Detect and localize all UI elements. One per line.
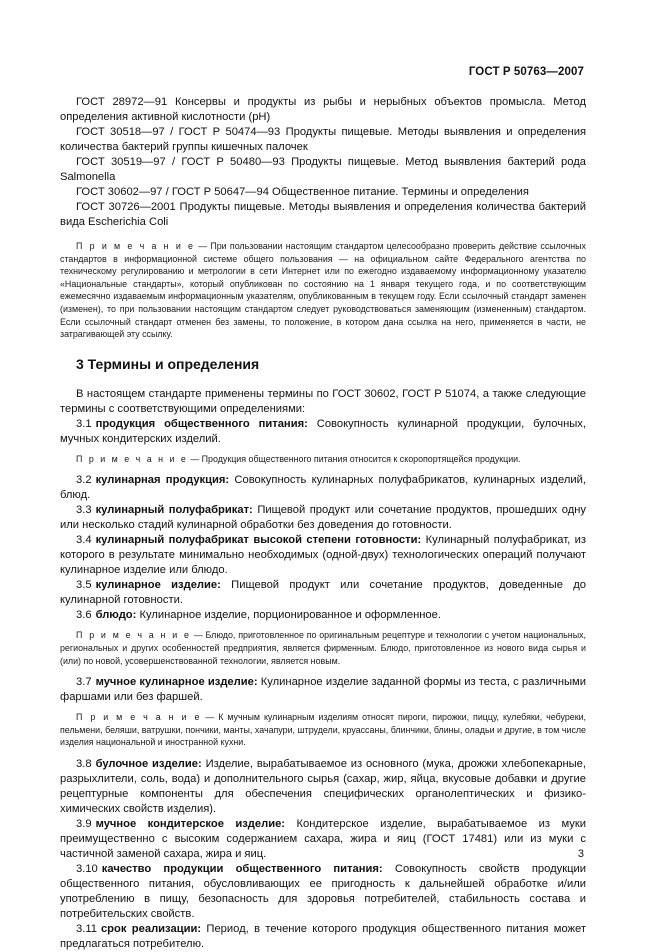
reference-gost-30602: ГОСТ 30602—97 / ГОСТ Р 50647—94 Общественное питание. Термины и определения: [76, 186, 529, 198]
term-name: мучное кулинарное изделие:: [95, 676, 258, 689]
term-definition: Период, в течение которого продукция общественного питания может предлагаться потребителю.: [60, 922, 586, 950]
term-3-2: 3.2 кулинарная продукция: Совокупность кулинарных полуфабрикатов, кулинарных изделий, блюд.: [60, 474, 586, 502]
term-definition: Изделие, вырабатываемое из основного (мука, дрожжи хлебопекарные, разрыхлители, соль, вода) и дополнительного сырья (сахар, жир, яйца, вкусовые добавки и другие рецептурные компоненты для обеспечения специфических органолептических и физико-химических свойств изделия).: [60, 757, 586, 815]
term-name: мучное кондитерское изделие:: [95, 817, 286, 830]
section-intro: В настоящем стандарте применены термины по ГОСТ 30602, ГОСТ Р 51074, а также следующие термины с соответствующими определениями:: [60, 387, 586, 415]
reference-gost-30726: ГОСТ 30726—2001 Продукты пищевые. Методы выявления и определения количества бактерий вида Escherichia Coli: [60, 201, 586, 228]
term-3-6: 3.6 блюдо: Кулинарное изделие, порционированное и оформленное.: [76, 609, 441, 622]
term-definition: Совокупность кулинарной продукции, булочных, мучных кондитерских изделий.: [60, 417, 586, 445]
term-name: кулинарная продукция:: [95, 474, 230, 487]
term-definition: Кулинарное изделие, порционированное и оформленное.: [136, 609, 441, 622]
term-definition: Кулинарный полуфабрикат, из которого в результате минимально необходимых (одной-двух) технологических операций получают кулинарное изделие или блюдо.: [60, 534, 586, 577]
page-content: [60, 95, 586, 952]
term-name: кулинарный полуфабрикат:: [95, 504, 253, 517]
term-3-7: 3.7 мучное кулинарное изделие: Кулинарное изделие заданной формы из теста, с различными фаршами или без фаршей.: [60, 676, 586, 704]
term-name: срок реализации:: [100, 922, 202, 935]
term-name: булочное изделие:: [95, 757, 202, 770]
term-3-1-note: П р и м е ч а н и е — Продукция общественного питания относится к скоропортящейся продукции.: [76, 453, 521, 464]
term-name: кулинарный полуфабрикат высокой степени готовности:: [95, 534, 422, 547]
term-definition: Совокупность кулинарных полуфабрикатов, кулинарных изделий, блюд.: [60, 474, 586, 502]
term-name: блюдо:: [95, 609, 137, 622]
term-3-9: 3.9 мучное кондитерское изделие: Кондитерское изделие, вырабатываемое из муки преимущественно с высоким содержанием сахара, жира и яиц (ГОСТ 17481) или из муки с частичной заменой сахара, жира и яиц.: [60, 817, 587, 860]
term-definition: Пищевой продукт или сочетание продуктов, доведенные до кулинарной готовности.: [60, 579, 587, 607]
term-definition: Совокупность свойств продукции общественного питания, обусловливающих ее пригодность к дальнейшей обработке и/или употреблению в пищу, безопасность для здоровья потребителей, стабильность состава и потребительских свойств.: [60, 862, 586, 920]
term-3-11: 3.11 срок реализации: Период, в течение которого продукция общественного питания может предлагаться потребителю.: [60, 922, 586, 950]
term-name: кулинарное изделие:: [95, 579, 221, 592]
term-3-10: 3.10 качество продукции общественного питания: Совокупность свойств продукции общественного питания, обусловливающих ее пригодность к дальнейшей обработке и/или употреблению в пищу, безопасность для здоровья потребителей, стабильность состава и потребительских свойств.: [60, 862, 586, 920]
term-3-8: 3.8 булочное изделие: Изделие, вырабатываемое из основного (мука, дрожжи хлебопекарные, разрыхлители, соль, вода) и дополнительного сырья (сахар, жир, яйца, вкусовые добавки и другие рецептурные компоненты для обеспечения специфических органолептических и физико-химических свойств изделия).: [60, 757, 586, 815]
note-text: — При пользовании настоящим стандартом целесообразно проверить действие ссылочных стандартов в информационной системе общего пользования — на официальном сайте Федерального агентства по техническому регулированию и метрологии в сети Интернет или по ежегодно издаваемому информационному указателю «Национальные стандарты», который опубликован по состоянию на 1 января текущего года, и по соответствующим ежемесячно издаваемым информационным указателям, опубликованным в текущем году. Если ссылочный стандарт заменен (изменен), то при пользовании настоящим стандартом следует руководствоваться заменяющим (измененным) стандартом. Если ссылочный стандарт отменен без замены, то положение, в котором дана ссылка на него, применяется в части, не затрагивающей эту ссылку.: [60, 241, 586, 340]
term-definition: Пищевой продукт или сочетание продуктов, прошедших одну или несколько стадий кулинарной обработки без доведения до готовности.: [60, 504, 586, 532]
term-name: качество продукции общественного питания:: [101, 862, 383, 875]
note-label: П р и м е ч а н и е: [76, 241, 195, 251]
reference-gost-28972: ГОСТ 28972—91 Консервы и продукты из рыбы и нерыбных объектов промысла. Метод определения активной кислотности (pH): [60, 96, 586, 123]
page-number: 3: [577, 848, 584, 860]
term-3-5: 3.5 кулинарное изделие: Пищевой продукт или сочетание продуктов, доведенные до кулинарной готовности.: [60, 579, 587, 607]
term-3-4: 3.4 кулинарный полуфабрикат высокой степени готовности: Кулинарный полуфабрикат, из которого в результате минимально необходимых (одной-двух) технологических операций получают кулинарное изделие или блюдо.: [60, 534, 586, 577]
term-3-1: 3.1 продукция общественного питания: Совокупность кулинарной продукции, булочных, мучных кондитерских изделий.: [60, 417, 586, 445]
term-3-3: 3.3 кулинарный полуфабрикат: Пищевой продукт или сочетание продуктов, прошедших одну или несколько стадий кулинарной обработки без доведения до готовности.: [60, 504, 586, 532]
term-3-6-note: П р и м е ч а н и е — Блюдо, приготовленное по оригинальным рецептуре и технологии с учетом национальных, региональных и других особенностей предприятия, является фирменным. Блюдо, приготовленное из нового вида сырья и (или) по новой, усовершенствованной технологии, является новым.: [60, 630, 586, 666]
document-code-header: ГОСТ Р 50763—2007: [468, 66, 584, 78]
section-title: 3 Термины и определения: [76, 355, 260, 372]
reference-gost-30518: ГОСТ 30518—97 / ГОСТ Р 50474—93 Продукты пищевые. Методы выявления и определения количества бактерий группы кишечных палочек: [60, 126, 586, 153]
term-definition: Кулинарное изделие заданной формы из теста, с различными фаршами или без фаршей.: [60, 676, 586, 704]
reference-gost-30519: ГОСТ 30519—97 / ГОСТ Р 50480—93 Продукты пищевые. Метод выявления бактерий рода Salmonella: [60, 156, 586, 183]
term-definition: Кондитерское изделие, вырабатываемое из муки преимущественно с высоким содержанием сахара, жира и яиц (ГОСТ 17481) или из муки с частичной заменой сахара, жира и яиц.: [60, 817, 587, 860]
term-name: продукция общественного питания:: [95, 417, 308, 430]
term-3-7-note: П р и м е ч а н и е — К мучным кулинарным изделиям относят пироги, пирожки, пиццу, кулебяки, чебуреки, пельмени, беляши, ватрушки, пончики, манты, хачапури, штрудели, круассаны, блинчики, блины, оладьи и другие, в том числе изделия национальной и иностранной кухни.: [60, 712, 587, 748]
references-note: [60, 240, 586, 341]
